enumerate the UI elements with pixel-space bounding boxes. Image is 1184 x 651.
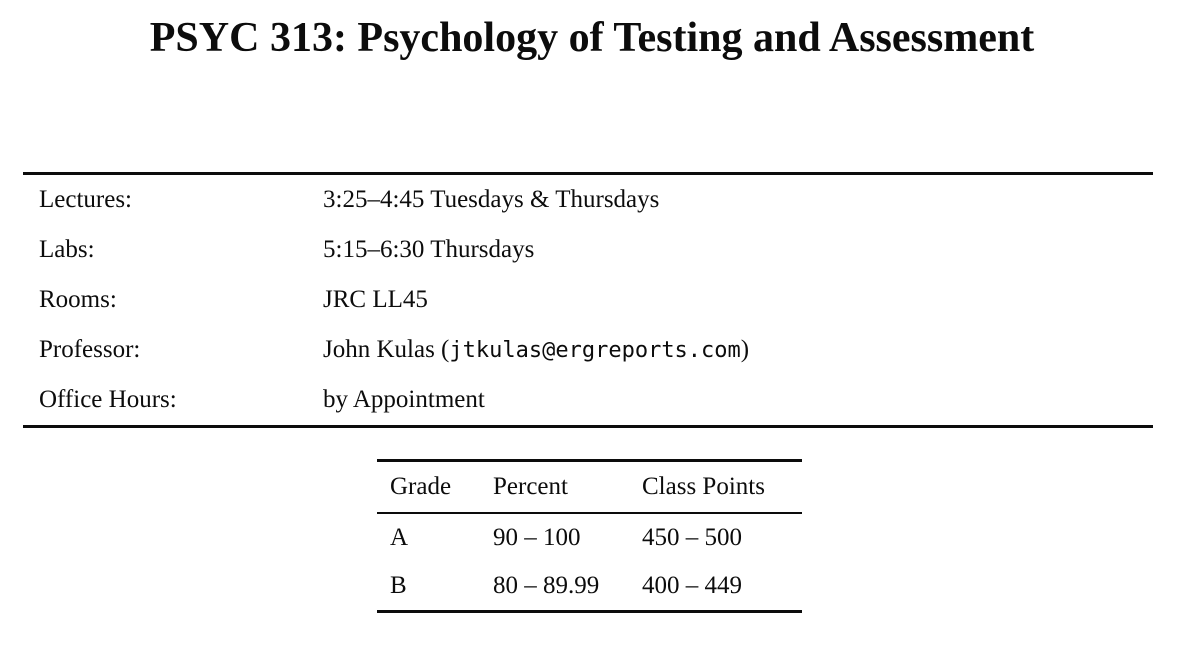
- professor-email: jtkulas@ergreports.com: [449, 338, 741, 363]
- grade-table-header-row: [377, 462, 802, 514]
- info-value: JRC LL45: [323, 286, 428, 313]
- info-row-labs: [23, 225, 1153, 275]
- table-row: [377, 562, 802, 610]
- grade-table: [377, 459, 802, 613]
- info-label: Lectures:: [39, 186, 133, 213]
- grade-cell: B: [390, 572, 407, 599]
- grade-cell: A: [390, 524, 409, 551]
- table-row: [377, 514, 802, 562]
- percent-cell: 90 – 100: [493, 524, 581, 551]
- info-row-professor: [23, 325, 1153, 375]
- professor-name: John Kulas (: [323, 336, 450, 363]
- info-value: 5:15–6:30 Thursdays: [323, 236, 535, 263]
- professor-name-suffix: ): [740, 336, 750, 363]
- grade-column-header: Grade: [390, 473, 452, 500]
- class-points-column-header: Class Points: [642, 473, 765, 500]
- info-label: Labs:: [39, 236, 95, 263]
- info-row-rooms: [23, 275, 1153, 325]
- class-points-cell: 400 – 449: [642, 572, 742, 599]
- info-row-lectures: [23, 175, 1153, 225]
- info-value: by Appointment: [323, 386, 485, 413]
- page-title: PSYC 313: Psychology of Testing and Assessment: [149, 15, 1035, 61]
- percent-cell: 80 – 89.99: [493, 572, 600, 599]
- info-value: 3:25–4:45 Tuesdays & Thursdays: [323, 186, 660, 213]
- class-points-cell: 450 – 500: [642, 524, 742, 551]
- info-value: [323, 325, 1153, 375]
- course-info-section: [23, 172, 1153, 428]
- info-label: Professor:: [39, 336, 141, 363]
- percent-column-header: Percent: [493, 473, 568, 500]
- info-label: Office Hours:: [39, 386, 177, 413]
- info-label: Rooms:: [39, 286, 117, 313]
- info-row-office-hours: [23, 375, 1153, 425]
